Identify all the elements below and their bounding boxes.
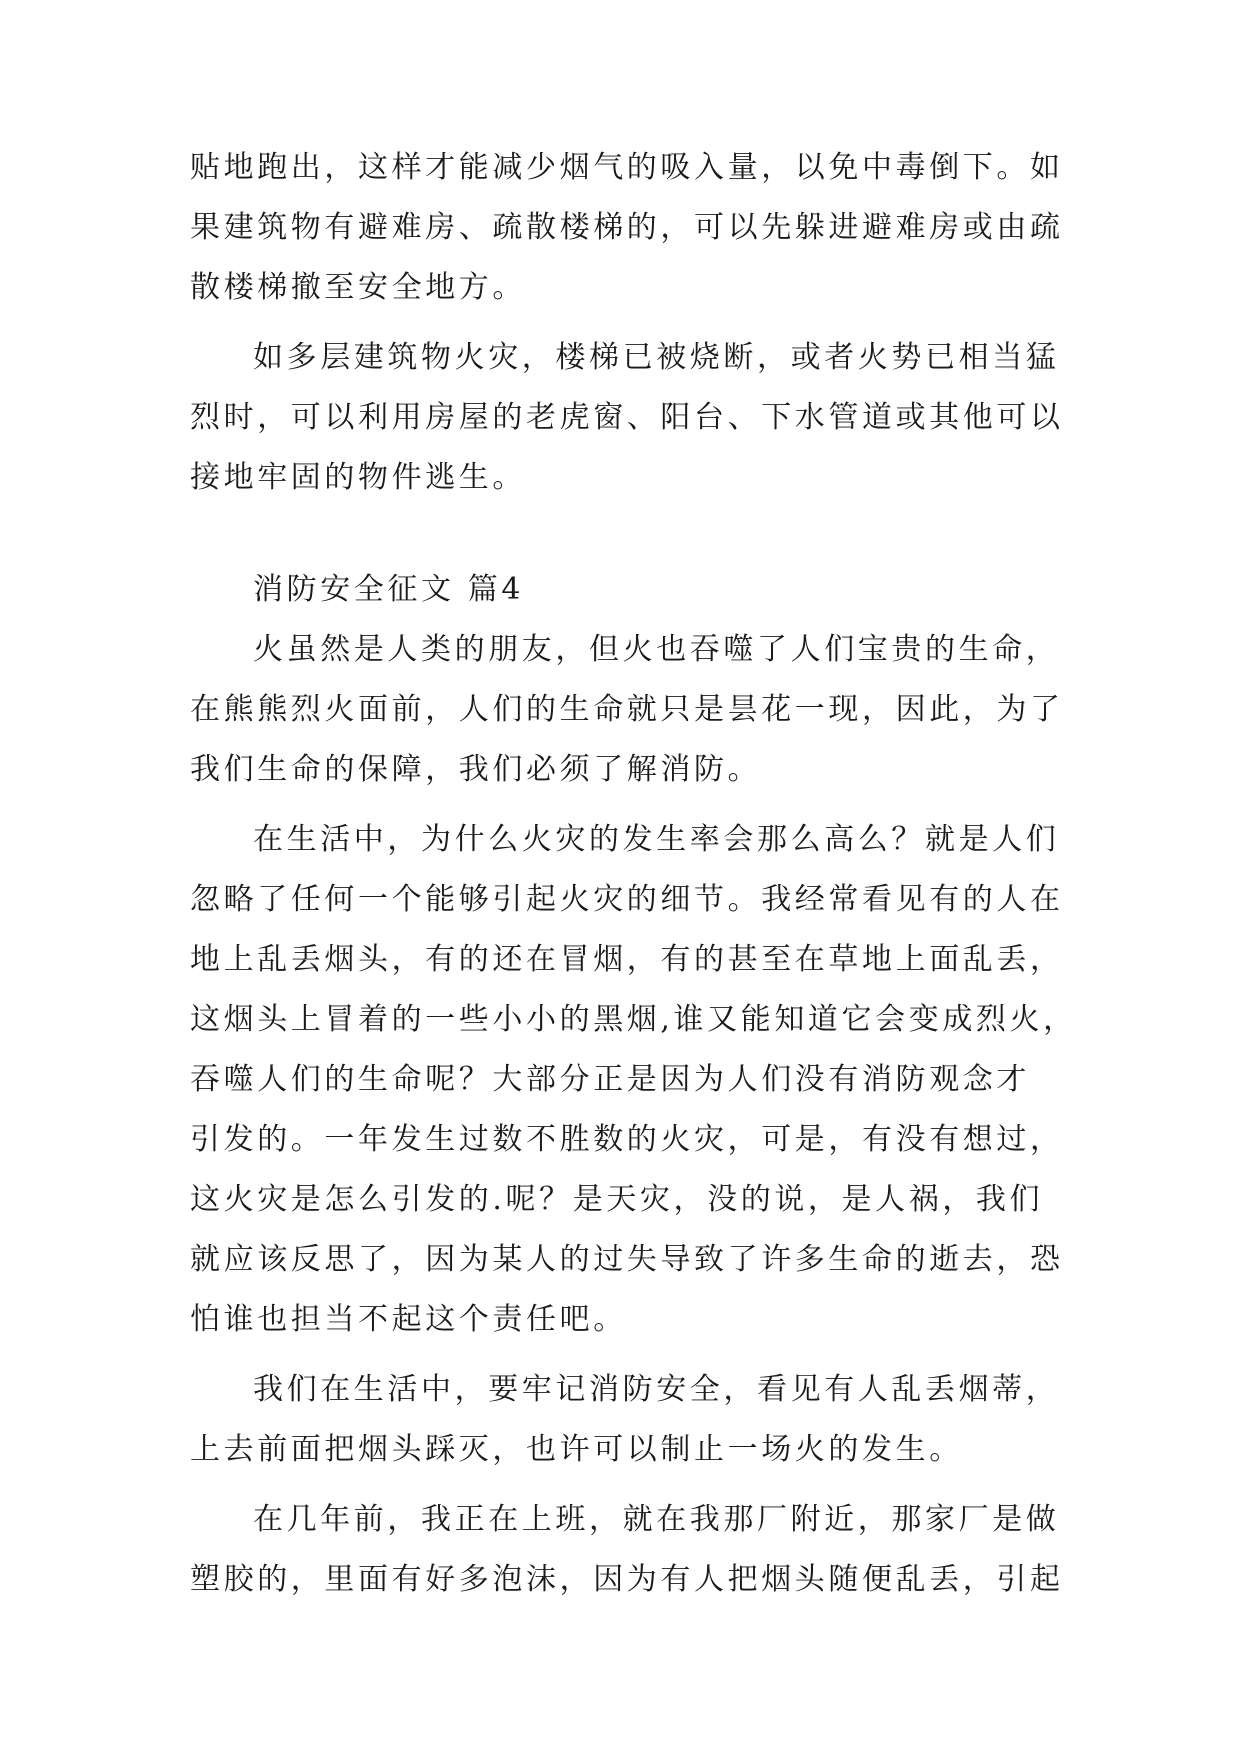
text-line: 怕谁也担当不起这个责任吧。 <box>190 1302 627 1337</box>
text-line: 在几年前，我正在上班，就在我那厂附近，那家厂是做 <box>253 1502 1060 1537</box>
text-line: 接地牢固的物件逃生。 <box>190 460 526 495</box>
text-line: 就应该反思了，因为某人的过失导致了许多生命的逝去，恐 <box>190 1242 1064 1277</box>
text-line: 果建筑物有避难房、疏散楼梯的，可以先躲进避难房或由疏 <box>190 210 1064 245</box>
text-line: 这烟头上冒着的一些小小的黑烟,谁又能知道它会变成烈火， <box>190 1002 1077 1037</box>
text-line: 上去前面把烟头踩灭，也许可以制止一场火的发生。 <box>190 1432 963 1467</box>
text-line: 我们生命的保障，我们必须了解消防。 <box>190 752 762 787</box>
text-line: 如多层建筑物火灾，楼梯已被烧断，或者火势已相当猛 <box>253 340 1060 375</box>
section-heading: 消防安全征文 篇4 <box>253 572 525 607</box>
text-line: 火虽然是人类的朋友，但火也吞噬了人们宝贵的生命， <box>253 632 1060 667</box>
text-line: 散楼梯撤至安全地方。 <box>190 270 526 305</box>
text-line: 引发的。一年发生过数不胜数的火灾，可是，有没有想过， <box>190 1122 1064 1157</box>
text-line: 这火灾是怎么引发的.呢？是天灾，没的说，是人祸，我们 <box>190 1182 1044 1217</box>
text-line: 烈时，可以利用房屋的老虎窗、阳台、下水管道或其他可以 <box>190 400 1064 435</box>
text-line: 塑胶的，里面有好多泡沫，因为有人把烟头随便乱丢，引起 <box>190 1562 1064 1597</box>
text-line: 地上乱丢烟头，有的还在冒烟，有的甚至在草地上面乱丢， <box>190 942 1064 977</box>
text-line: 在熊熊烈火面前，人们的生命就只是昙花一现，因此，为了 <box>190 692 1064 727</box>
text-line: 贴地跑出，这样才能减少烟气的吸入量，以免中毒倒下。如 <box>190 150 1064 185</box>
text-line: 忽略了任何一个能够引起火灾的细节。我经常看见有的人在 <box>190 882 1064 917</box>
text-line: 吞噬人们的生命呢？大部分正是因为人们没有消防观念才 <box>190 1062 1030 1097</box>
text-line: 我们在生活中，要牢记消防安全，看见有人乱丢烟蒂， <box>253 1372 1060 1407</box>
text-line: 在生活中，为什么火灾的发生率会那么高么？就是人们 <box>253 822 1060 857</box>
